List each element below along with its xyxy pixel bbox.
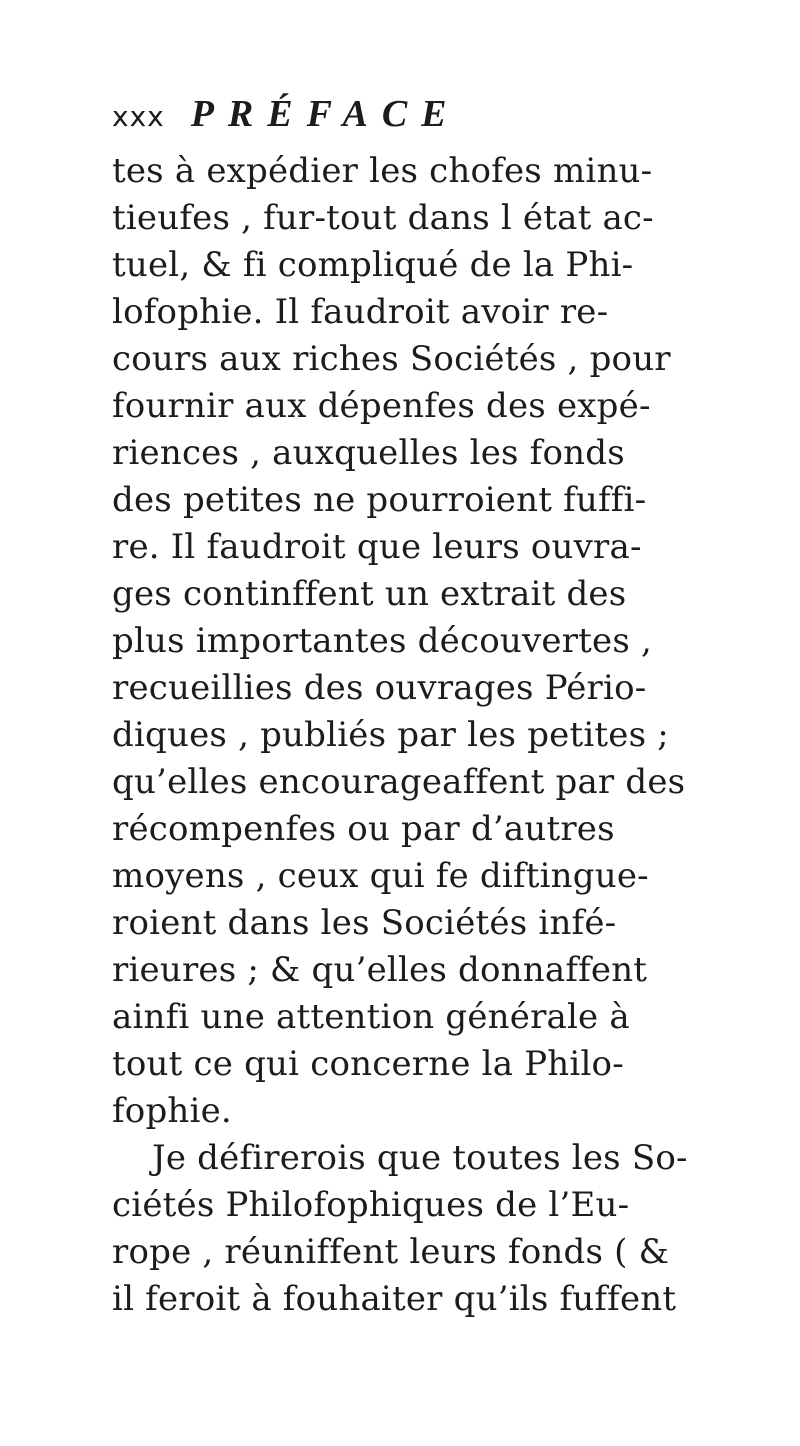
page-number: xxx	[112, 100, 165, 133]
text-line: ciétés Philofophiques de l’Eu-	[112, 1185, 630, 1225]
text-line: il feroit à fouhaiter qu’ils fuffent	[112, 1279, 677, 1319]
text-line: cours aux riches Sociétés , pour	[112, 339, 671, 379]
text-line: fophie.	[112, 1091, 232, 1131]
text-line: tout ce qui concerne la Philo-	[112, 1044, 624, 1084]
text-line: récompenfes ou par d’autres	[112, 809, 615, 849]
text-line: re. Il faudroit que leurs ouvra-	[112, 527, 642, 567]
text-line: tes à expédier les chofes minu-	[112, 151, 653, 191]
running-head	[112, 92, 461, 142]
text-line: rope , réuniffent leurs fonds ( &	[112, 1232, 670, 1272]
paragraph-start-line: Je défirerois que toutes les So-	[152, 1138, 688, 1178]
text-line: tuel, & fi compliqué de la Phi-	[112, 245, 634, 285]
text-line: tieufes , fur-tout dans l état ac-	[112, 198, 654, 238]
text-line: fournir aux dépenfes des expé-	[112, 386, 651, 426]
text-line: ainfi une attention générale à	[112, 997, 630, 1037]
body-text	[112, 148, 800, 1323]
text-line: plus importantes découvertes ,	[112, 621, 652, 661]
text-line: moyens , ceux qui fe diftingue-	[112, 856, 649, 896]
text-line: riences , auxquelles les fonds	[112, 433, 625, 473]
text-line: lofophie. Il faudroit avoir re-	[112, 292, 609, 332]
running-title: PRÉFACE	[190, 93, 461, 135]
text-line: rieures ; & qu’elles donnaffent	[112, 950, 648, 990]
text-line: qu’elles encourageaffent par des	[112, 762, 686, 802]
text-line: roient dans les Sociétés infé-	[112, 903, 617, 943]
text-line: des petites ne pourroient fuffi-	[112, 480, 647, 520]
text-line: ges continffent un extrait des	[112, 574, 627, 614]
text-line: recueillies des ouvrages Pério-	[112, 668, 647, 708]
text-line: diques , publiés par les petites ;	[112, 715, 669, 755]
